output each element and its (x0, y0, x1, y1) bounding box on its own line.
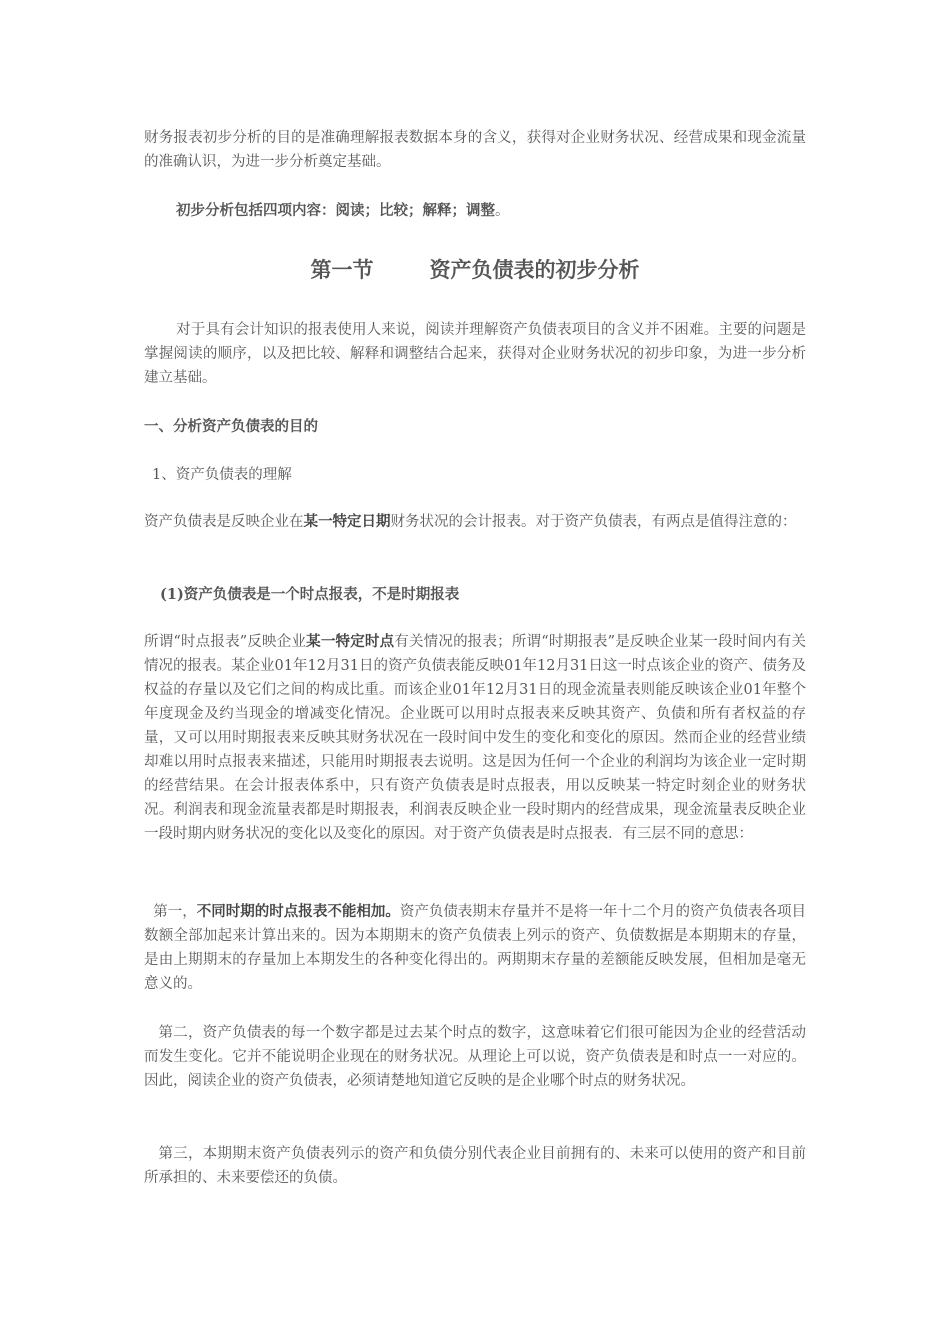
intro-contents-text: 初步分析包括四项内容：阅读；比较；解释；调整 (176, 202, 495, 219)
intro-contents-end: 。 (495, 203, 510, 219)
section-number: 第一节 (310, 257, 374, 282)
explain-pre: 所谓“时点报表”反映企业 (144, 634, 307, 650)
overview-paragraph (144, 318, 806, 390)
first-bold: 不同时期的时点报表不能相加。 (196, 903, 400, 920)
heading-point-in-time: (1)资产负债表是一个时点报表，不是时期报表 (160, 586, 460, 603)
overview-text: 对于具有会计知识的报表使用人来说，阅读并理解资产负债表项目的含义并不困难。主要的问题是掌握阅读的顺序，以及把比较、解释和调整结合起来，获得对企业财务状况的初步印象，为进一步分析建立基础。 (144, 322, 806, 386)
intro-contents (176, 199, 510, 223)
section-heading (144, 254, 806, 286)
heading-purpose: 一、分析资产负债表的目的 (144, 418, 318, 435)
first-pre: 第一， (144, 904, 197, 920)
definition-post: 财务状况的会计报表。对于资产负债表，有两点是值得注意的： (390, 514, 797, 530)
explain-bold: 某一特定时点 (306, 633, 395, 650)
definition-paragraph (144, 510, 806, 534)
explain-post: 有关情况的报表；所谓“时期报表”是反映企业某一段时间内有关情况的报表。某企业01年12月31日的资产负债表能反映01年12月31日这一时点该企业的资产、债务及权益的存量以及它们之间的构成比重。而该企业01年12月31日的现金流量表则能反映该企业01年整个年度现金及约当现金的增减变化情况。企业既可以用时点报表来反映其资产、负债和所有者权益的存量，又可以用时期报表来反映其财务状况在一段时间中发生的变化和变化的原因。然而企业的经营业绩却难以用时点报表来描述，只能用时期报表去说明。这是因为任何一个企业的利润均为该企业一定时期的经营结果。在会计报表体系中，只有资产负债表是时点报表，用以反映某一特定时刻企业的财务状况。利润表和现金流量表都是时期报表，利润表反映企业一段时期内的经营成果，现金流量表反映企业一段时期内财务状况的变化以及变化的原因。对于资产负债表是时点报表．有三层不同的意思： (144, 634, 807, 842)
definition-pre: 资产负债表是反映企业在 (144, 514, 304, 530)
explanation-paragraph (144, 630, 806, 846)
definition-bold: 某一特定日期 (303, 513, 391, 530)
second-point-paragraph: 第二，资产负债表的每一个数字都是过去某个时点的数字，这意味着它们很可能因为企业的经营活动而发生变化。它并不能说明企业现在的财务状况。从理论上可以说，资产负债表是和时点一一对应的。因此，阅读企业的资产负债表，必须请楚地知道它反映的是企业哪个时点的财务状况。 (144, 1025, 807, 1089)
section-title: 资产负债表的初步分析 (429, 257, 640, 282)
third-point-paragraph: 第三，本期期末资产负债表列示的资产和负债分别代表企业目前拥有的、未来可以使用的资产和目前所承担的、未来要偿还的负债。 (144, 1146, 807, 1186)
intro-paragraph: 财务报表初步分析的目的是准确理解报表数据本身的含义，获得对企业财务状况、经营成果和现金流量的准确认识，为进一步分析奠定基础。 (144, 130, 806, 170)
heading-understanding: 1、资产负债表的理解 (152, 467, 292, 483)
first-point-paragraph (144, 900, 806, 996)
first-post: 资产负债表期末存量并不是将一年十二个月的资产负债表各项目数额全部加起来计算出来的。因为本期期末的资产负债表上列示的资产、负债数据是本期期末的存量，是由上期期末的存量加上本期发生的各种变化得出的。两期期末存量的差额能反映发展，但相加是毫无意义的。 (144, 904, 807, 992)
